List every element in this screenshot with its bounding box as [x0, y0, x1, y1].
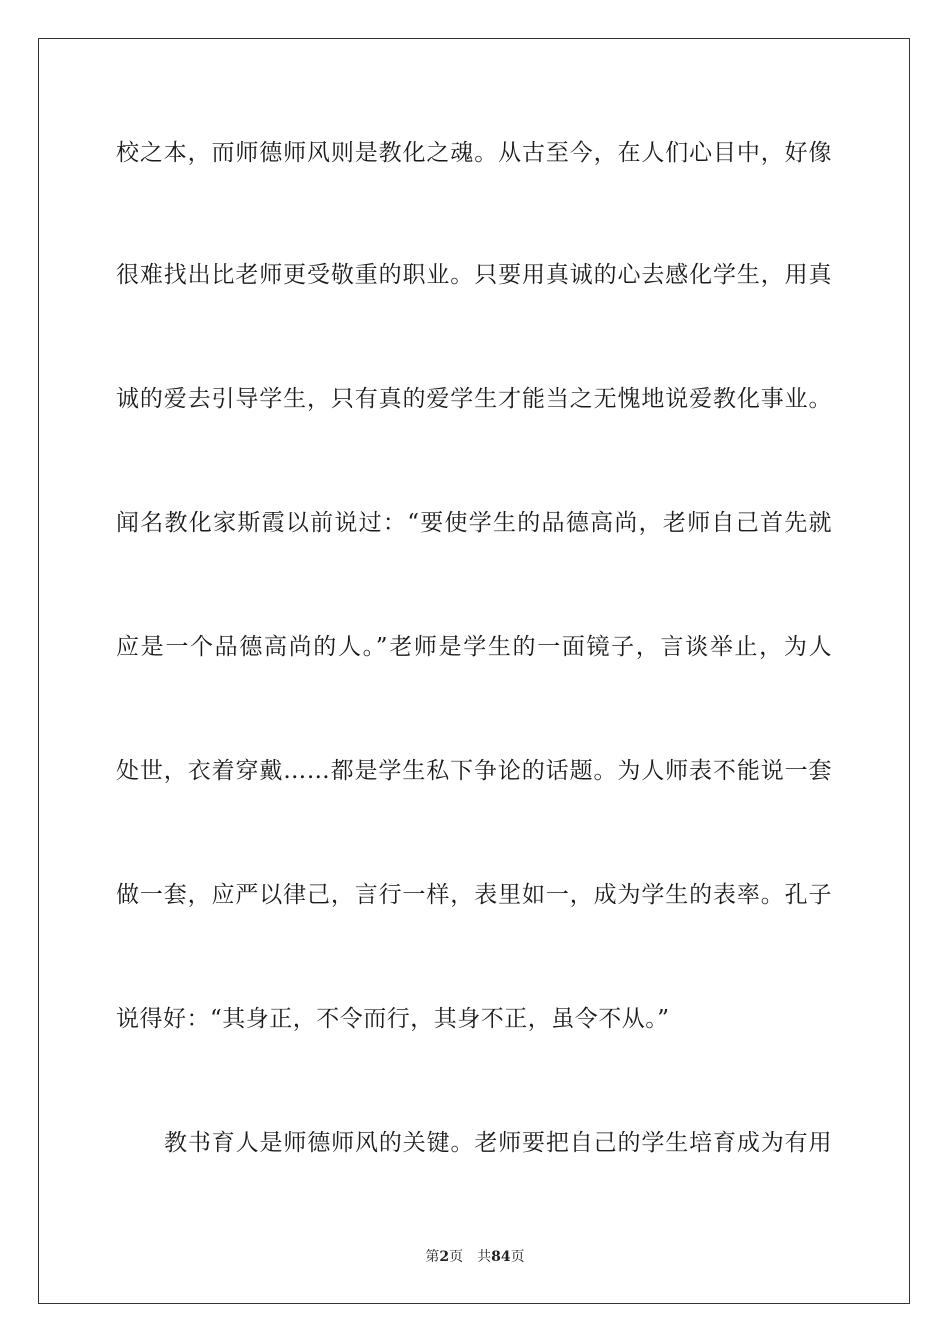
body-line: 很难找出比老师更受敬重的职业。只要用真诚的心去感化学生，用真	[116, 262, 832, 288]
body-line: 处世，衣着穿戴……都是学生私下争论的话题。为人师表不能说一套	[116, 758, 832, 784]
page-suffix: 页	[449, 1249, 464, 1265]
body-line: 做一套，应严以律己，言行一样，表里如一，成为学生的表率。孔子	[116, 882, 832, 908]
body-line: 闻名教化家斯霞以前说过：“要使学生的品德高尚，老师自己首先就	[116, 510, 832, 536]
page-border	[38, 38, 910, 1304]
paragraph-first-line: 教书育人是师德师风的关键。老师要把自己的学生培育成为有用	[164, 1130, 832, 1156]
body-line: 说得好：“其身正，不令而行，其身不正，虽令不从。”	[116, 1006, 670, 1032]
page-prefix: 第	[425, 1249, 440, 1265]
page-footer	[0, 1248, 950, 1266]
total-pages: 84	[491, 1249, 511, 1265]
body-line: 诚的爱去引导学生，只有真的爱学生才能当之无愧地说爱教化事业。	[116, 386, 832, 412]
total-suffix: 页	[510, 1249, 525, 1265]
total-prefix: 共	[477, 1249, 492, 1265]
body-line: 校之本，而师德师风则是教化之魂。从古至今，在人们心目中，好像	[116, 140, 832, 166]
body-line: 应是一个品德高尚的人。”老师是学生的一面镜子，言谈举止，为人	[116, 634, 832, 660]
page-number: 2	[439, 1249, 450, 1265]
